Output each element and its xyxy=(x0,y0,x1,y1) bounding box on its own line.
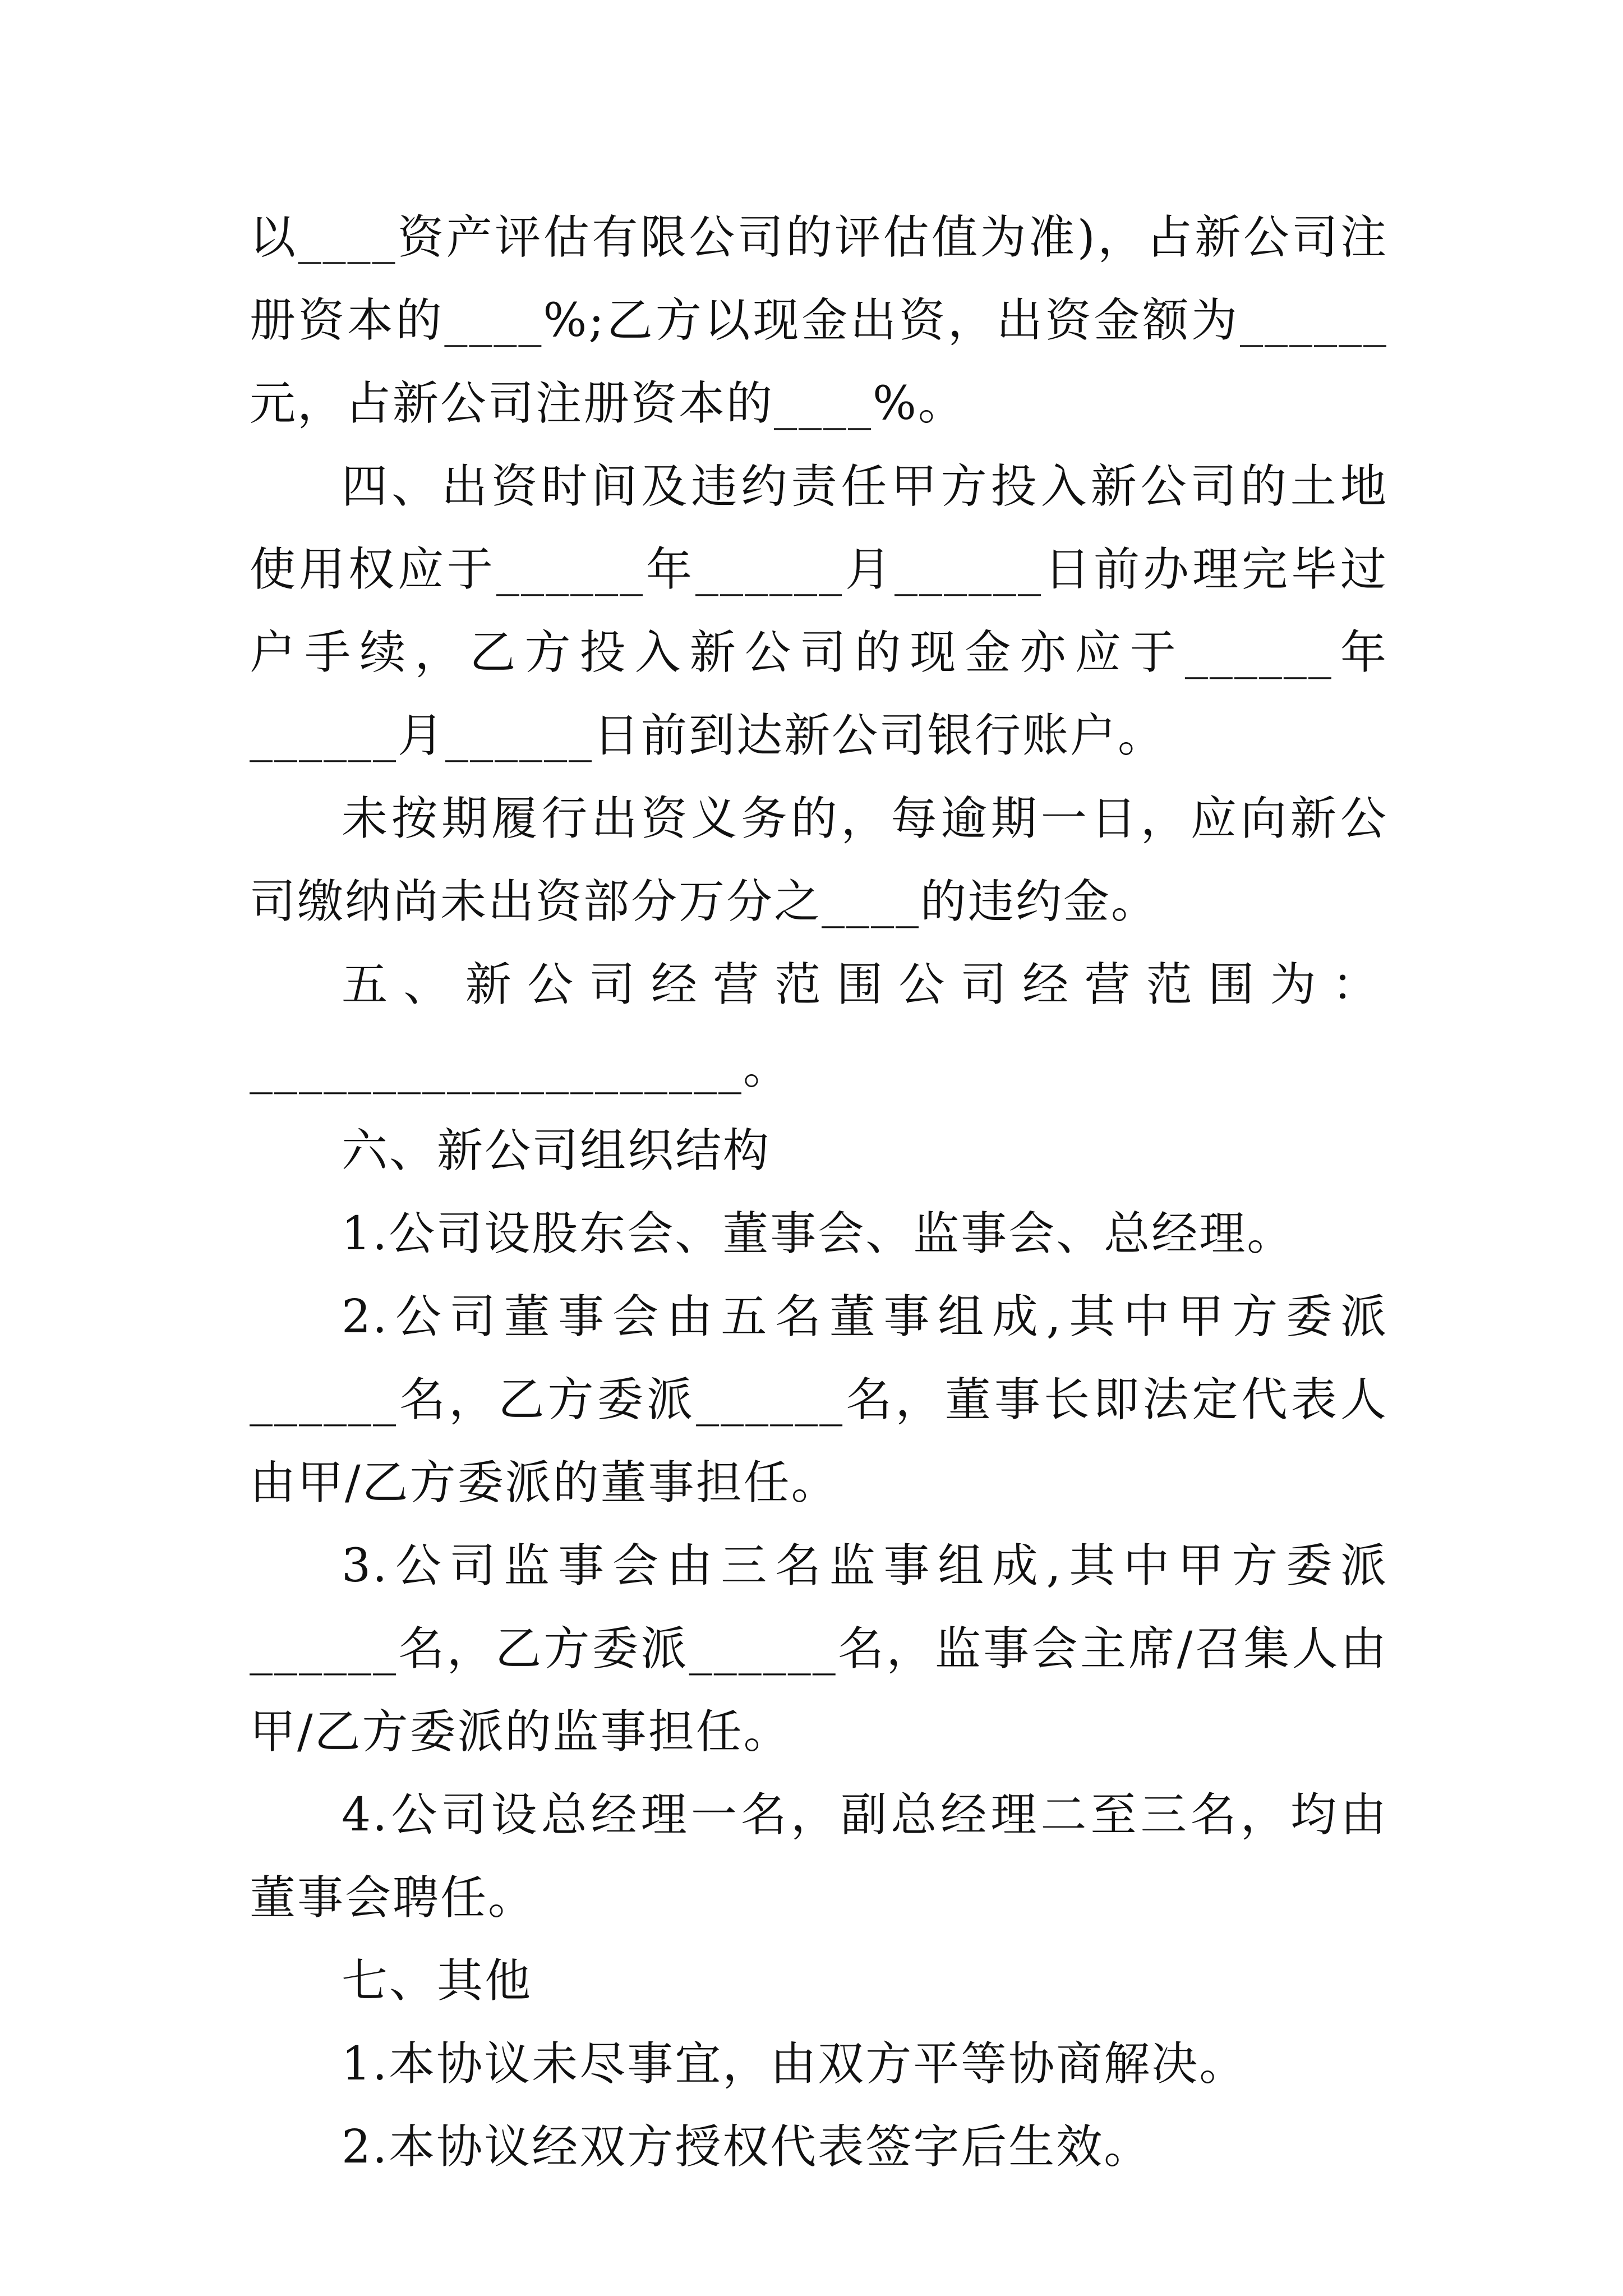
paragraph-business-scope-blank: ____________________。 xyxy=(250,1041,791,1094)
list-item-other-1: 1.本协议未尽事宜，由双方平等协商解决。 xyxy=(342,2037,1247,2091)
section-heading-organization: 六、新公司组织结构 xyxy=(342,1124,771,1177)
list-item-org-2: 2.公司董事会由五名董事组成,其中甲方委派______名，乙方委派______名，董事长即法定代表人由甲/乙方委派的董事担任。 xyxy=(250,1290,1388,1510)
list-item-other-2: 2.本协议经双方授权代表签字后生效。 xyxy=(342,2120,1152,2174)
paragraph-contribution-deadline: 四、出资时间及违约责任甲方投入新公司的土地使用权应于______年______月______日前办理完毕过户手续，乙方投入新公司的现金亦应于______年______月______日前到达新公司银行账户。 xyxy=(250,460,1388,762)
paragraph-capital-contribution: 以____资产评估有限公司的评估值为准)，占新公司注册资本的____%;乙方以现金出资，出资金额为______元，占新公司注册资本的____%。 xyxy=(250,211,1388,430)
document-body xyxy=(250,196,1388,2189)
paragraph-business-scope-heading: 五、新公司经营范围公司经营范围为： xyxy=(342,958,1388,1011)
paragraph-late-penalty: 未按期履行出资义务的，每逾期一日，应向新公司缴纳尚未出资部分万分之____的违约金。 xyxy=(250,792,1388,928)
section-heading-other: 七、其他 xyxy=(342,1954,533,2008)
list-item-org-3: 3.公司监事会由三名监事组成,其中甲方委派______名，乙方委派______名，监事会主席/召集人由甲/乙方委派的监事担任。 xyxy=(250,1539,1388,1759)
list-item-org-4: 4.公司设总经理一名，副总经理二至三名，均由董事会聘任。 xyxy=(250,1788,1388,1925)
list-item-org-1: 1.公司设股东会、董事会、监事会、总经理。 xyxy=(342,1207,1295,1260)
